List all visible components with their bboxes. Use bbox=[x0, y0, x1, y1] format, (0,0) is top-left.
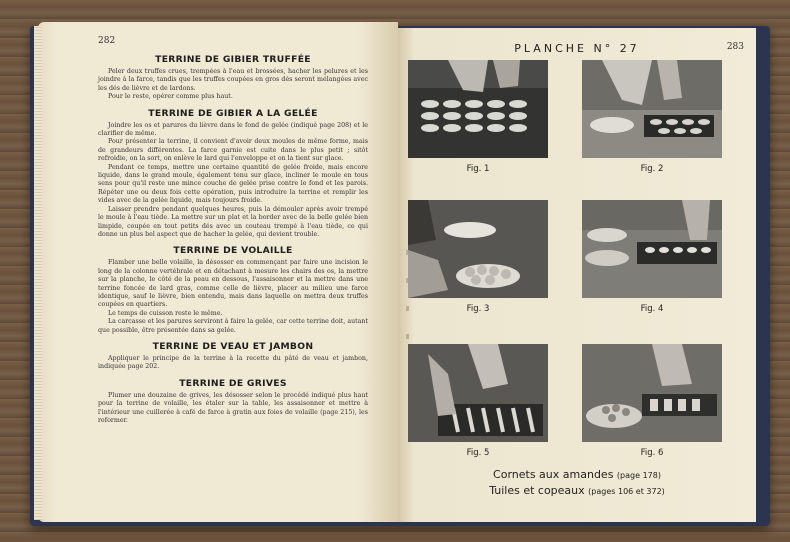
plate-caption-line-2 bbox=[398, 484, 756, 497]
recipe-heading: TERRINE DE GRIVES bbox=[179, 377, 287, 389]
left-page bbox=[38, 22, 398, 522]
recipe-section bbox=[98, 245, 368, 335]
plate-caption-title: Cornets aux amandes bbox=[493, 468, 614, 481]
recipe-paragraph: Le temps de cuisson reste le même. bbox=[108, 309, 223, 317]
recipe-paragraph: Laisser prendre pendant quelques heures, puis la démouler après avoir trempé le moule à l'eau tiède. La mettre sur un plat et la border avec de la belle gelée bien limpide, coupée en tout petits dés avec un couteau trempé à l'eau tiède, ce qui donne un plus bel aspect que de hacher la gelée, qui devient trouble. bbox=[98, 205, 368, 238]
page-number-right: 283 bbox=[726, 42, 744, 52]
recipe-paragraph: La carcasse et les parures serviront à faire la gelée, car cette terrine doit, autant que possible, être présentée dans sa gelée. bbox=[98, 318, 368, 334]
figure-4-photo bbox=[582, 200, 722, 298]
recipe-heading: TERRINE DE VEAU ET JAMBON bbox=[152, 340, 314, 352]
figure-2-photo bbox=[582, 60, 722, 158]
figure-2-caption: Fig. 2 bbox=[640, 164, 664, 174]
recipe-paragraph: Pour le reste, opérer comme plus haut. bbox=[108, 93, 233, 101]
recipe-paragraph: Pour présenter la terrine, il convient d'avoir deux moules de même forme, mais de grandeurs différentes. La farce garnie est cuite dans le plus petit ; sitôt refroidie, on la sort, on enlève le lard qui l'enveloppe et on la tient sur glace. bbox=[98, 138, 368, 163]
figure-6-photo bbox=[582, 344, 722, 442]
figure-1-caption: Fig. 1 bbox=[466, 164, 490, 174]
recipe-paragraph: Pendant ce temps, mettre une certaine quantité de gelée froide, mais encore liquide, dans le grand moule, également tenu sur glace, incliner le moule en tous sens pour qu'il reste une mince couche de gelée prise contre le fond et les parois. Répéter une ou deux fois cette opération, puis introduire la terrine et remplir les vides avec de la gelée liquide, mais toujours froide. bbox=[98, 163, 368, 205]
recipe-section bbox=[98, 54, 368, 102]
figure-5-photo bbox=[408, 344, 548, 442]
plate-caption-line-1 bbox=[398, 468, 756, 481]
recipe-paragraph: Plumer une douzaine de grives, les désosser selon le procédé indiqué plus haut pour la terrine de volaille, les étaler sur la table, les assaisonner et mettre à l'intérieur une cuillerée à café de farce à gratin aux foies de volaille (page 215), les reformer. bbox=[98, 391, 368, 424]
figure-3-caption: Fig. 3 bbox=[466, 304, 490, 314]
recipe-paragraph: Flamber une belle volaille, la désosser en commençant par faire une incision le long de la colonne vertébrale et en détachant à mesure les chairs des os, la mettre sur la planche, le côté de la peau en dessous, l'assaisonner et la mettre dans une terrine foncée de lard gras, comme celle de lièvre, placer au milieu une farce identique, sauf le lièvre, bien entendu, mais dans laquelle on mettra deux truffes coupées en quartiers. bbox=[98, 259, 368, 309]
recipe-section bbox=[98, 378, 368, 426]
plate-caption-page-ref: (page 178) bbox=[616, 471, 661, 480]
recipe-heading: TERRINE DE GIBIER TRUFFÉE bbox=[155, 54, 311, 65]
binding-hole bbox=[406, 334, 409, 339]
plate-caption-page-ref: (pages 106 et 372) bbox=[588, 487, 665, 496]
recipe-text-column bbox=[98, 50, 368, 431]
figure-3-photo bbox=[408, 200, 548, 298]
recipe-section bbox=[98, 341, 368, 372]
recipe-paragraph: Appliquer le principe de la terrine à la recette du pâté de veau et jambon, indiquée page 202. bbox=[98, 354, 368, 371]
recipe-paragraph: Peler deux truffes crues, trempées à l'eau et brossées, hacher les pelures et les joindre à la farce, tandis que les truffes coupées en gros dés seront mélangées avec les dés de lièvre et de lardons. bbox=[98, 68, 368, 92]
recipe-section bbox=[98, 108, 368, 240]
figure-1-photo bbox=[408, 60, 548, 158]
recipe-heading: TERRINE DE VOLAILLE bbox=[173, 245, 293, 257]
recipe-heading: TERRINE DE GIBIER A LA GELÉE bbox=[148, 107, 318, 119]
figure-4-caption: Fig. 4 bbox=[640, 304, 664, 314]
page-number-left: 282 bbox=[98, 36, 116, 46]
plate-caption-title: Tuiles et copeaux bbox=[489, 484, 585, 497]
figure-6-caption: Fig. 6 bbox=[640, 448, 664, 458]
figure-5-caption: Fig. 5 bbox=[466, 448, 490, 458]
page-edges bbox=[34, 26, 42, 520]
recipe-paragraph: Joindre les os et parures du lièvre dans le fond de gelée (indiqué page 208) et le clarifier de même. bbox=[98, 121, 368, 138]
plate-title: PLANCHE N° 27 bbox=[514, 42, 640, 55]
right-page bbox=[398, 28, 756, 522]
